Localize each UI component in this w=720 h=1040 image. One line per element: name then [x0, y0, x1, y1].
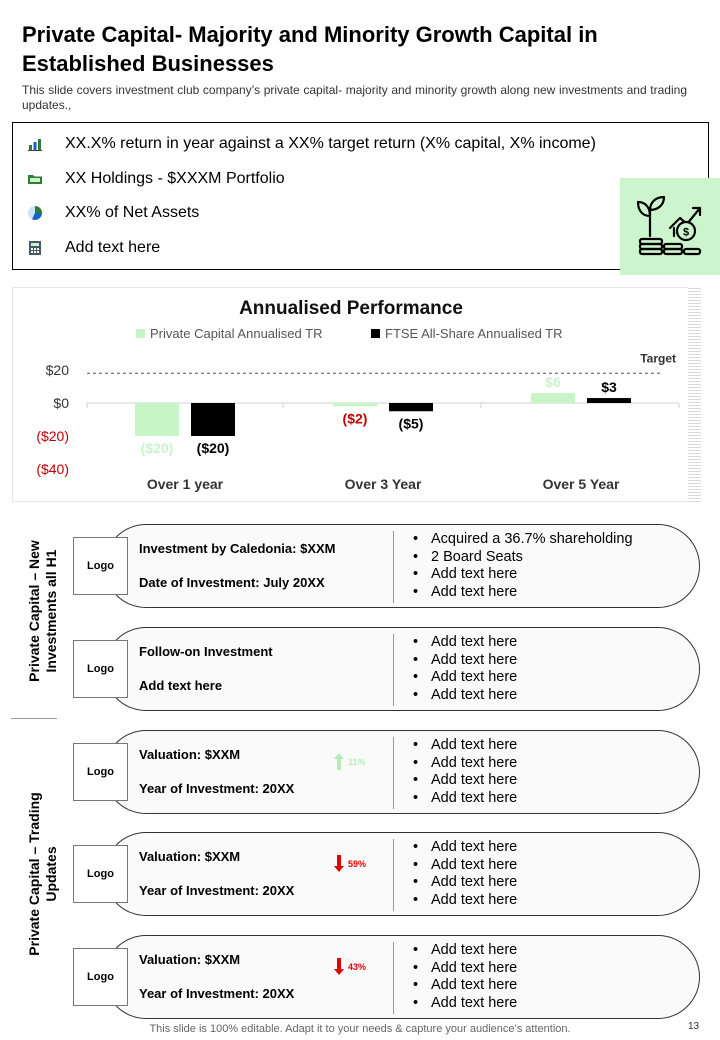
arrow-down-icon	[333, 854, 345, 873]
annualised-performance-chart	[12, 287, 701, 502]
investment-card	[104, 524, 700, 608]
card-bullet: • Add text here	[413, 669, 517, 687]
footer-note: This slide is 100% editable. Adapt it to your needs & capture your audience’s attention.	[149, 1023, 571, 1035]
card-bullet: • Acquired a 36.7% shareholding	[413, 531, 633, 549]
calculator-icon	[27, 240, 43, 256]
legend-label: Private Capital Annualised TR	[150, 326, 323, 341]
x-tick-label: Over 5 Year	[542, 476, 620, 492]
card-bullet-list	[413, 531, 633, 601]
folder-icon	[27, 171, 43, 187]
chart-canvas	[13, 288, 689, 501]
pie-icon	[27, 205, 43, 221]
card-line-2: Year of Investment: 20XX	[139, 883, 295, 898]
card-bullet: • Add text here	[413, 737, 517, 755]
card-line-1: Valuation: $XXM	[139, 849, 241, 864]
trend-indicator	[333, 752, 366, 771]
kpi-text: XX Holdings - $XXXM Portfolio	[65, 170, 285, 187]
y-tick-label: ($20)	[36, 428, 69, 444]
page-subtitle: This slide covers investment club company’s private capital- majority and minority growth along new investments and trading updates.,	[22, 83, 687, 112]
company-logo-placeholder: Logo	[73, 743, 128, 801]
trend-indicator	[333, 854, 366, 873]
bar	[333, 403, 377, 406]
section-label-trading-updates: Private Capital – Trading Updates	[26, 792, 59, 956]
card-bullet-list	[413, 737, 517, 807]
card-line-1: Investment by Caledonia: $XXM	[139, 541, 336, 556]
svg-text:$: $	[682, 226, 690, 239]
trend-indicator	[333, 957, 366, 976]
page-number: 13	[688, 1021, 700, 1032]
data-label: ($20)	[196, 440, 230, 456]
card-bullet: • Add text here	[413, 790, 517, 808]
data-label: $3	[601, 379, 617, 396]
investment-card	[104, 832, 700, 916]
kpi-row-add-text	[27, 236, 160, 260]
card-line-2: Date of Investment: July 20XX	[139, 575, 325, 590]
x-tick-label: Over 3 Year	[344, 476, 422, 492]
chart-title: Annualised Performance	[239, 298, 463, 319]
card-bullet-list	[413, 634, 517, 704]
arrow-down-icon	[333, 957, 345, 976]
growth-tile	[620, 178, 720, 275]
card-bullet: • Add text here	[413, 995, 517, 1013]
bar	[587, 398, 631, 403]
data-label: ($5)	[398, 415, 424, 432]
x-tick-label: Over 1 year	[146, 476, 224, 492]
card-bullet: • Add text here	[413, 977, 517, 995]
kpi-row-holdings	[27, 167, 285, 191]
card-bullet: • Add text here	[413, 892, 517, 910]
trend-percent: 11%	[348, 756, 366, 767]
card-bullet: • Add text here	[413, 652, 517, 670]
card-bullet-list	[413, 839, 517, 909]
kpi-text: XX% of Net Assets	[65, 204, 200, 221]
arrow-up-icon	[333, 752, 345, 771]
legend-swatch	[371, 329, 380, 338]
y-tick-label: ($40)	[36, 461, 69, 477]
card-bullet: • Add text here	[413, 960, 517, 978]
card-bullet: • Add text here	[413, 634, 517, 652]
kpi-row-net-assets	[27, 201, 199, 225]
bar	[531, 393, 575, 403]
company-logo-placeholder: Logo	[73, 845, 128, 903]
card-divider	[393, 737, 394, 809]
plant-growth-money-icon	[620, 178, 720, 275]
card-divider	[393, 942, 394, 1014]
legend-swatch	[136, 329, 145, 338]
card-bullet: • 2 Board Seats	[413, 549, 633, 567]
investment-card	[104, 730, 700, 814]
card-bullet: • Add text here	[413, 755, 517, 773]
investment-card	[104, 627, 700, 711]
data-label: $6	[545, 374, 561, 391]
target-label: Target	[640, 351, 676, 366]
card-bullet: • Add text here	[413, 772, 517, 790]
card-divider	[393, 634, 394, 706]
section-divider	[11, 718, 57, 719]
card-bullet-list	[413, 942, 517, 1012]
chart-icon	[27, 136, 43, 152]
bar	[389, 403, 433, 411]
kpi-text: XX.X% return in year against a XX% target return (X% capital, X% income)	[65, 135, 596, 152]
section-label-new-investments: Private Capital – New Investments all H1	[26, 540, 59, 682]
card-bullet: • Add text here	[413, 942, 517, 960]
card-line-1: Valuation: $XXM	[139, 952, 241, 967]
company-logo-placeholder: Logo	[73, 948, 128, 1006]
card-bullet: • Add text here	[413, 839, 517, 857]
chart-scrollbar	[688, 287, 701, 502]
card-bullet: • Add text here	[413, 857, 517, 875]
card-line-2: Add text here	[139, 678, 223, 693]
card-bullet: • Add text here	[413, 584, 633, 602]
investment-card	[104, 935, 700, 1019]
kpi-row-return	[27, 132, 596, 156]
kpi-box	[12, 122, 709, 270]
page-title: Private Capital- Majority and Minority Growth Capital in Established Businesses	[22, 22, 598, 76]
card-line-1: Valuation: $XXM	[139, 747, 241, 762]
card-bullet: • Add text here	[413, 687, 517, 705]
bar	[191, 403, 235, 436]
legend-label: FTSE All-Share Annualised TR	[385, 326, 563, 341]
card-line-2: Year of Investment: 20XX	[139, 781, 295, 796]
card-bullet: • Add text here	[413, 874, 517, 892]
card-divider	[393, 839, 394, 911]
card-line-2: Year of Investment: 20XX	[139, 986, 295, 1001]
trend-percent: 59%	[348, 858, 367, 869]
trend-percent: 43%	[348, 961, 367, 972]
company-logo-placeholder: Logo	[73, 640, 128, 698]
data-label: ($2)	[342, 410, 368, 427]
data-label: ($20)	[140, 440, 174, 456]
y-tick-label: $20	[45, 362, 69, 378]
kpi-text: Add text here	[65, 239, 161, 256]
company-logo-placeholder: Logo	[73, 537, 128, 595]
card-bullet: • Add text here	[413, 566, 633, 584]
y-tick-label: $0	[53, 395, 69, 411]
bar	[135, 403, 179, 436]
card-line-1: Follow-on Investment	[139, 644, 273, 659]
card-divider	[393, 531, 394, 603]
